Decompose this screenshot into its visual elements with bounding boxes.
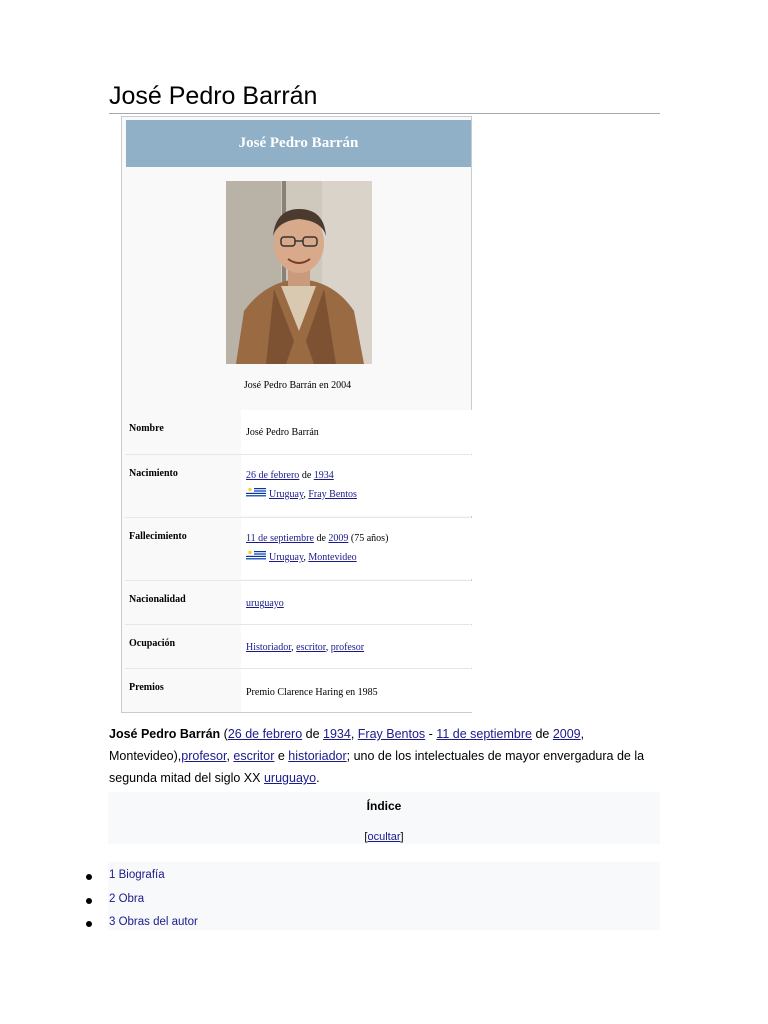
death-city-link[interactable]: Montevideo <box>308 552 357 563</box>
toc-title: Índice <box>366 799 402 813</box>
photo-caption: José Pedro Barrán en 2004 <box>243 380 352 391</box>
row-value: 11 de septiembre de 2009 (75 años) Uruguay, Montevideo <box>241 518 473 579</box>
uruguay-flag-icon <box>246 487 266 498</box>
toc-toggle: [ocultar] <box>364 831 404 843</box>
toc-hide-link[interactable]: ocultar <box>367 831 401 843</box>
occupation-link-profesor[interactable]: profesor <box>330 642 365 653</box>
bullet-icon <box>86 898 92 904</box>
birth-day-link[interactable]: 26 de febrero <box>246 470 300 481</box>
intro-description: ; uno de los intelectuales de mayor envergadura de la segunda mitad del siglo XX <box>109 749 645 785</box>
infobox-row-nacimiento <box>122 455 473 516</box>
page-title: José Pedro Barrán <box>109 82 318 110</box>
toc-item-biografia[interactable]: 1 Biografía <box>109 869 165 881</box>
date-separator: de <box>299 470 314 481</box>
birth-city-link[interactable]: Fray Bentos <box>308 489 357 500</box>
intro-death-day-link[interactable]: 11 de septiembre <box>436 727 532 741</box>
intro-death-year-link[interactable]: 2009 <box>552 727 581 741</box>
uruguay-flag-icon <box>246 550 266 561</box>
row-label: Nombre <box>125 410 240 454</box>
row-value: Historiador, escritor, profesor <box>241 625 473 668</box>
occupation-link-historiador[interactable]: Historiador <box>246 642 292 653</box>
infobox-row-ocupacion <box>122 625 473 668</box>
birth-year-link[interactable]: 1934 <box>313 470 334 481</box>
intro-profesor-link[interactable]: profesor <box>181 749 227 763</box>
portrait-image <box>226 181 372 364</box>
portrait-photo[interactable] <box>226 181 372 364</box>
infobox <box>121 116 472 713</box>
intro-paragraph: José Pedro Barrán (26 de febrero de 1934, Fray Bentos - 11 de septiembre de 2009, Montevideo),profesor, escritor e historiador; uno de los intelectuales de mayor envergadura de la segunda mitad del siglo XX uruguayo. <box>109 727 645 785</box>
infobox-row-premios <box>122 669 473 712</box>
death-year-link[interactable]: 2009 <box>328 533 349 544</box>
row-value <box>241 581 473 624</box>
intro-birth-place-link[interactable]: Fray Bentos <box>357 727 426 741</box>
row-label: Nacimiento <box>125 455 240 516</box>
death-day-link[interactable]: 11 de septiembre <box>246 533 314 544</box>
row-label: Fallecimiento <box>125 518 240 579</box>
intro-birth-year-link[interactable]: 1934 <box>323 727 351 741</box>
nationality-link[interactable]: uruguayo <box>246 598 284 609</box>
subject-name: José Pedro Barrán <box>109 727 221 741</box>
infobox-row-fallecimiento <box>122 518 473 579</box>
row-label: Premios <box>125 669 240 712</box>
row-value: Premio Clarence Haring en 1985 <box>241 669 473 712</box>
intro-death-place: Montevideo), <box>109 749 182 763</box>
infobox-row-nacionalidad <box>122 581 473 624</box>
row-value: José Pedro Barrán <box>241 410 473 454</box>
toc-item-obras-del-autor[interactable]: 3 Obras del autor <box>109 916 198 928</box>
birth-country-link[interactable]: Uruguay <box>269 489 304 500</box>
row-value: 26 de febrero de 1934 Uruguay, Fray Bentos <box>241 455 473 516</box>
bullet-icon <box>86 874 92 880</box>
intro-nationality-link[interactable]: uruguayo <box>263 771 317 785</box>
occupation-link-escritor[interactable]: escritor <box>296 642 326 653</box>
row-label: Ocupación <box>125 625 240 668</box>
title-divider <box>109 113 660 114</box>
death-country-link[interactable]: Uruguay <box>269 552 304 563</box>
bullet-icon <box>86 921 92 927</box>
infobox-row-nombre <box>122 410 473 454</box>
date-separator: de <box>313 533 329 544</box>
age-text: (75 años) <box>348 533 389 544</box>
toc-item-obra[interactable]: 2 Obra <box>109 893 145 905</box>
intro-escritor-link[interactable]: escritor <box>233 749 275 763</box>
intro-historiador-link[interactable]: historiador <box>288 749 347 763</box>
row-label: Nacionalidad <box>125 581 240 624</box>
infobox-header: José Pedro Barrán <box>126 120 471 167</box>
intro-birth-day-link[interactable]: 26 de febrero <box>227 727 303 741</box>
